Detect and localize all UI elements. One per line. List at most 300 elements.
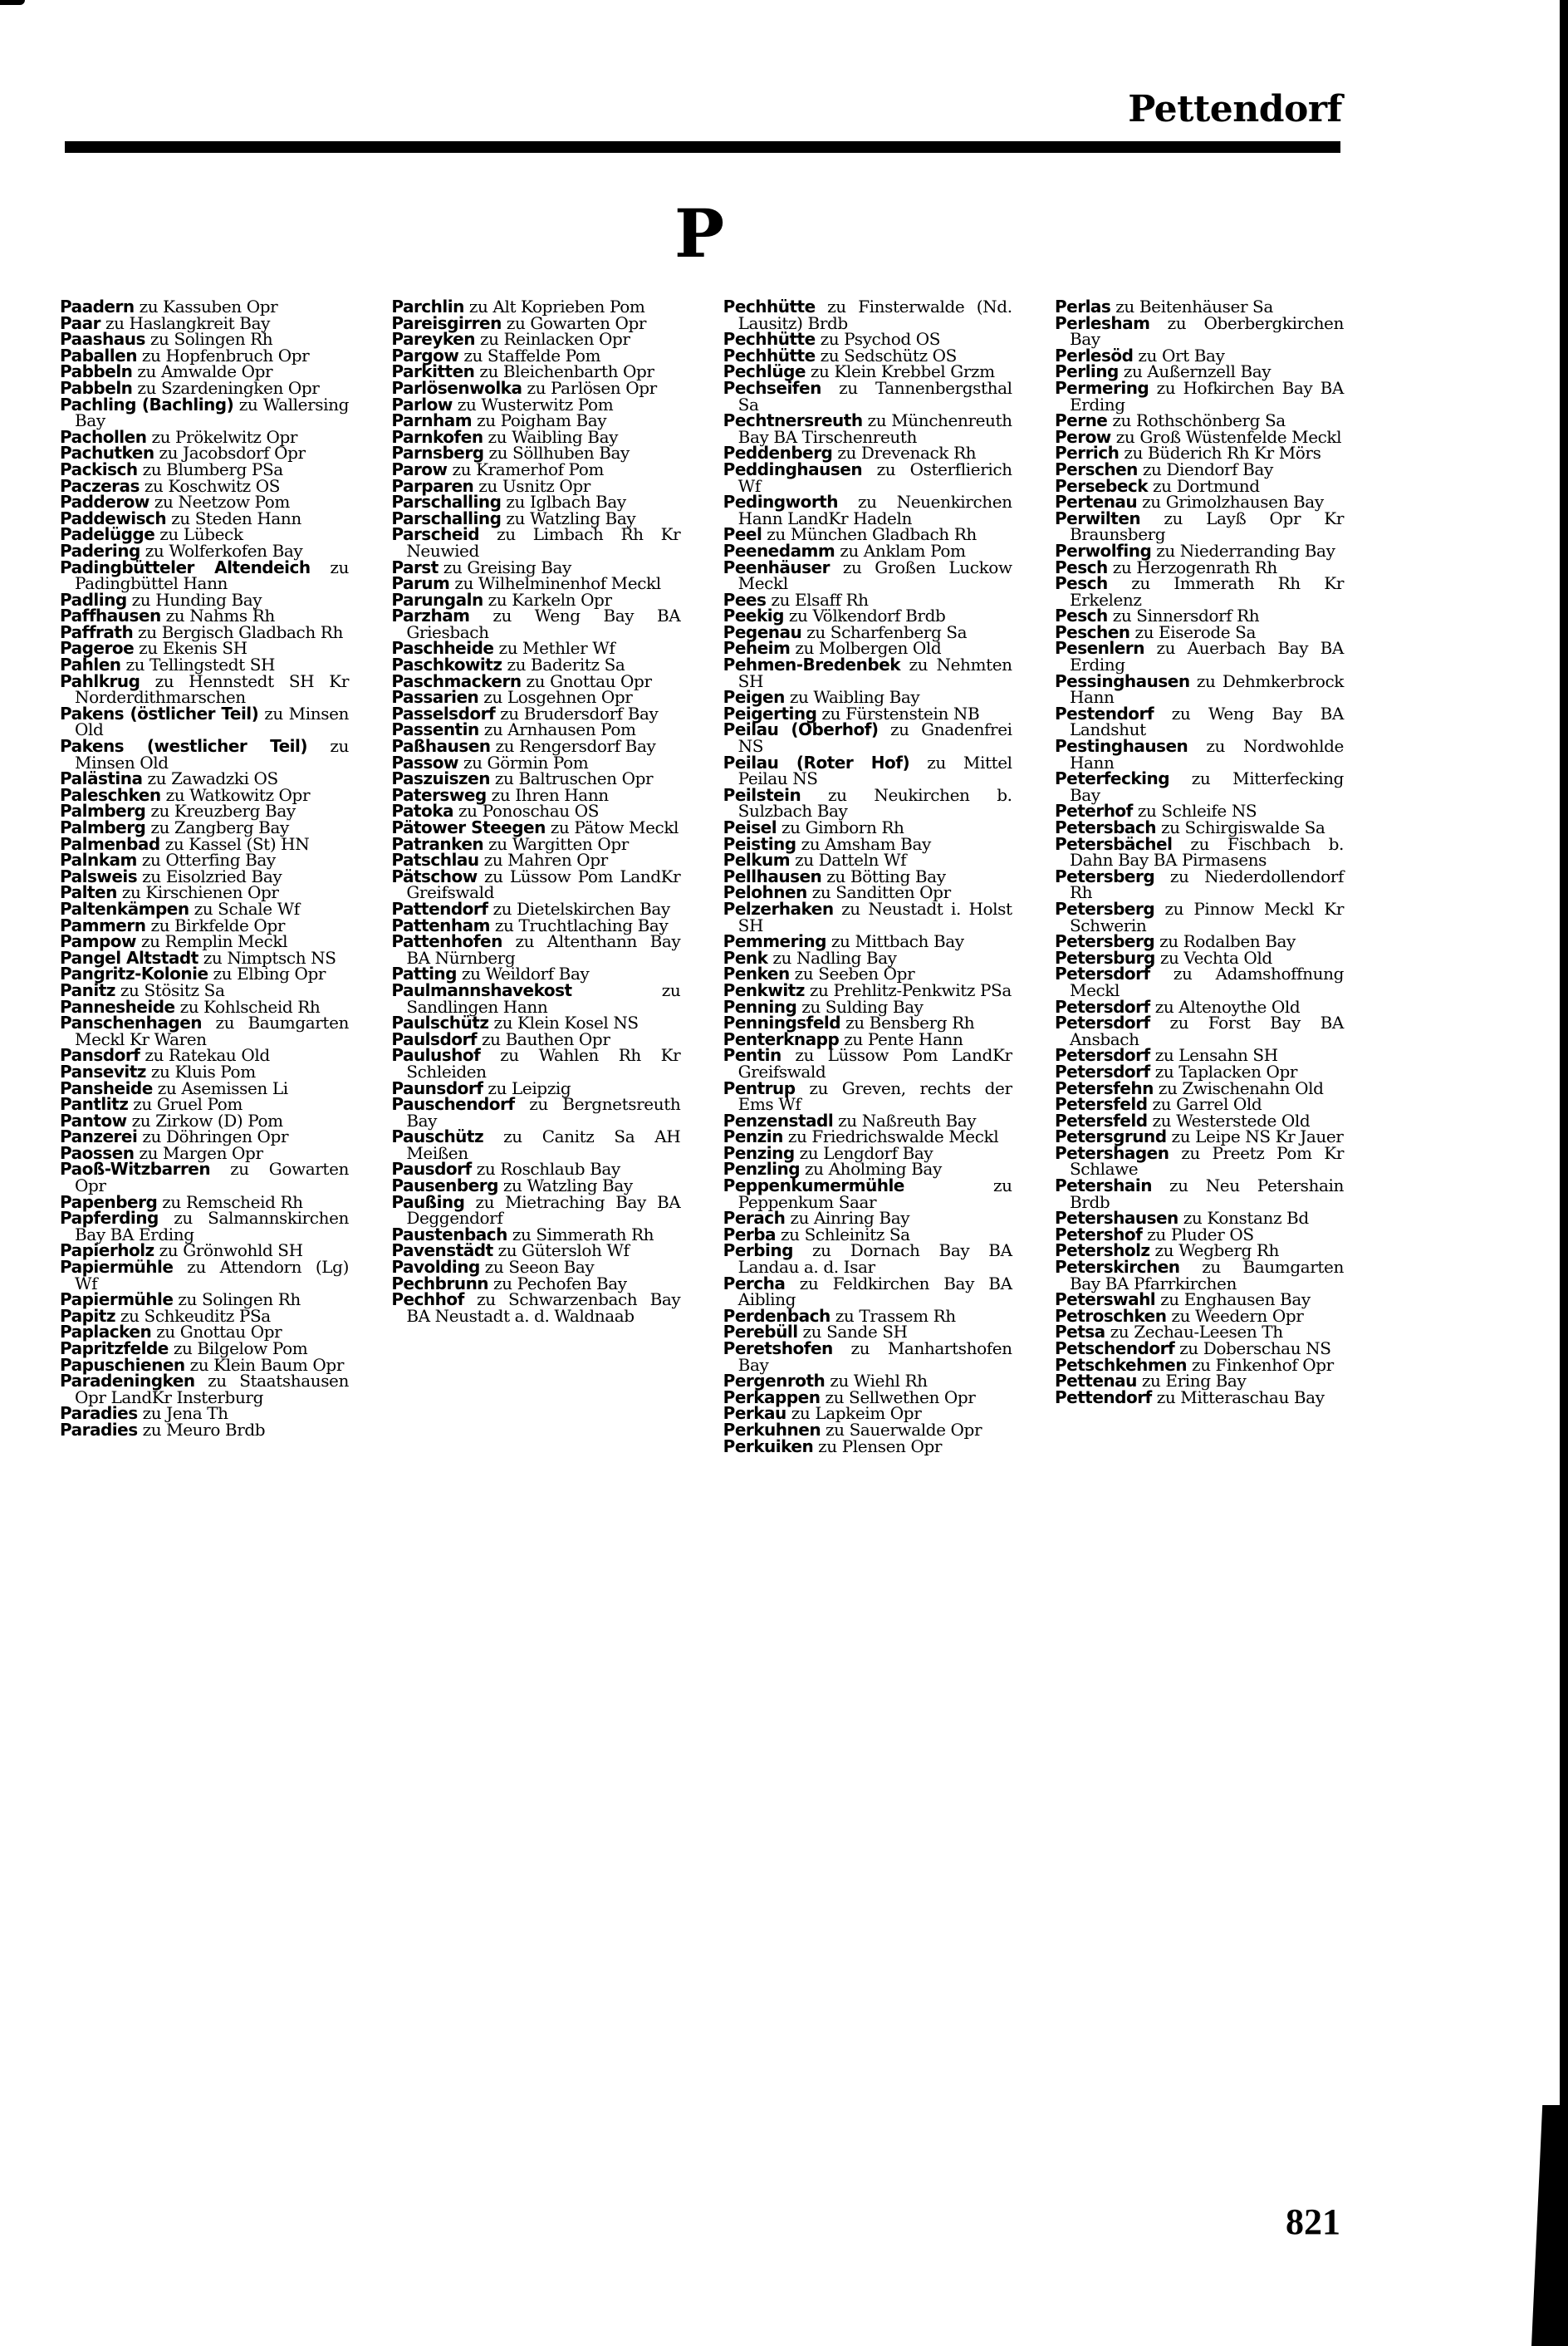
entry-location: zu Bensberg Rh — [845, 1013, 975, 1033]
entry-location: zu Auerbach Bay BA Erding — [1069, 638, 1344, 675]
entry-location: zu Iglbach Bay — [506, 492, 626, 513]
entry-location: zu Greising Bay — [443, 557, 571, 577]
entry-location: zu Grimolzhausen Bay — [1142, 492, 1324, 513]
entry-location: zu Dornach Bay BA Landau a. d. Isar — [737, 1240, 1012, 1278]
entry-location: zu Hofkirchen Bay BA Erding — [1069, 377, 1344, 415]
entry-location: zu Gnottau Opr — [156, 1322, 282, 1342]
gazetteer-entry — [60, 1210, 349, 1243]
entry-headword: Perlesham — [1054, 312, 1150, 333]
entry-location: zu Drevenack Rh — [837, 443, 977, 464]
entry-headword: Perebüll — [723, 1322, 798, 1342]
entry-location: zu Remscheid Rh — [162, 1191, 303, 1212]
entry-headword: Papferding — [60, 1208, 159, 1229]
gazetteer-columns — [60, 299, 1344, 1455]
entry-location: zu Gnadenfrei NS — [737, 719, 1012, 757]
entry-headword: Passelsdorf — [391, 703, 496, 724]
entry-headword: Petsa — [1054, 1322, 1105, 1342]
entry-location: zu Mittbach Bay — [831, 931, 964, 952]
gazetteer-entry — [1055, 1015, 1344, 1048]
entry-headword: Pakens (westlicher Teil) — [60, 736, 308, 757]
entry-headword: Pechhütte — [723, 345, 816, 366]
entry-headword: Perrich — [1054, 443, 1120, 464]
entry-location: zu Layß Opr Kr Braunsberg — [1069, 508, 1344, 545]
entry-headword: Paffhausen — [60, 606, 161, 626]
entry-headword: Pampow — [60, 931, 136, 952]
entry-headword: Petersdorf — [1054, 1045, 1150, 1066]
gazetteer-entry — [60, 394, 349, 431]
entry-headword: Paradies — [60, 1419, 138, 1440]
entry-location: zu Datteln Wf — [795, 850, 907, 871]
entry-location: zu Peppenkum Saar — [737, 1175, 1012, 1212]
entry-headword: Petersdorf — [1054, 964, 1150, 984]
entry-location: zu Szardeningken Opr — [137, 377, 320, 398]
entry-location: zu Gnottau Opr — [526, 670, 652, 691]
entry-headword: Pachollen — [60, 426, 147, 447]
entry-location: zu Nordwohlde Hann — [1069, 736, 1344, 773]
entry-headword: Peenhäuser — [723, 557, 830, 577]
entry-headword: Penzling — [723, 1159, 801, 1180]
entry-location: zu Watzling Bay — [502, 1175, 633, 1196]
entry-headword: Peterskirchen — [1054, 1257, 1180, 1278]
entry-location: zu Enghausen Bay — [1160, 1289, 1311, 1310]
entry-location: zu Usnitz Opr — [478, 475, 590, 496]
entry-headword: Pechtnersreuth — [723, 410, 863, 431]
entry-headword: Pessinghausen — [1054, 670, 1190, 691]
entry-headword: Pechbrunn — [391, 1273, 489, 1293]
entry-location: zu Sanditten Opr — [811, 882, 951, 903]
gazetteer-entry — [391, 1045, 681, 1082]
entry-headword: Pattenham — [391, 915, 490, 935]
entry-location: zu Söllhuben Bay — [488, 443, 630, 464]
entry-headword: Palästina — [60, 768, 143, 789]
entry-headword: Pehmen-Bredenbek — [723, 655, 901, 675]
entry-headword: Peigen — [723, 687, 785, 708]
entry-location: zu Stösitz Sa — [120, 979, 225, 1000]
entry-location: zu Döhringen Opr — [142, 1126, 289, 1147]
entry-location: zu Minsen Old — [75, 703, 350, 740]
entry-location: zu Sandlingen Hann — [406, 979, 681, 1017]
entry-location: zu Amwalde Opr — [137, 361, 273, 382]
entry-headword: Paddewisch — [60, 508, 167, 528]
entry-location: zu Prehlitz-Penkwitz PSa — [809, 979, 1012, 1000]
entry-headword: Papitz — [60, 1305, 115, 1326]
entry-headword: Padderow — [60, 492, 149, 513]
header-rule — [65, 141, 1340, 153]
gazetteer-entry — [723, 784, 1012, 822]
entry-headword: Peppenkumermühle — [723, 1175, 904, 1196]
entry-location: zu Schkeuditz PSa — [120, 1305, 271, 1326]
entry-headword: Paoß-Witzbarren — [60, 1159, 211, 1180]
gazetteer-entry — [1054, 312, 1344, 350]
entry-headword: Palmberg — [60, 801, 146, 822]
entry-headword: Padingbütteler Altendeich — [60, 557, 311, 577]
entry-headword: Palmenbad — [60, 833, 160, 854]
entry-headword: Palmberg — [60, 817, 146, 837]
entry-headword: Pellhausen — [723, 866, 822, 886]
gazetteer-entry — [723, 752, 1012, 789]
entry-headword: Petersgrund — [1054, 1126, 1167, 1147]
entry-headword: Paßhausen — [391, 736, 491, 757]
entry-location: zu Birkfelde Opr — [150, 915, 285, 935]
entry-location: zu München Gladbach Rh — [767, 524, 977, 545]
entry-location: zu Limbach Rh Kr Neuwied — [406, 524, 681, 561]
gazetteer-entry — [1054, 768, 1344, 805]
gazetteer-entry — [391, 1126, 681, 1163]
entry-headword: Pestinghausen — [1054, 736, 1188, 757]
entry-headword: Pansevitz — [60, 1061, 146, 1082]
entry-headword: Paffrath — [60, 621, 134, 642]
gazetteer-entry — [391, 608, 680, 640]
entry-headword: Penk — [723, 947, 768, 968]
entry-headword: Parow — [391, 459, 448, 479]
entry-headword: Petersfeld — [1054, 1094, 1148, 1115]
entry-headword: Petersholz — [1054, 1240, 1150, 1261]
entry-headword: Pätschow — [391, 866, 478, 886]
entry-location: zu Altenthann Bay BA Nürnberg — [406, 931, 681, 968]
entry-location: zu Parlösen Opr — [527, 377, 657, 398]
entry-location: zu Kohlscheid Rh — [179, 996, 321, 1017]
entry-headword: Petersberg — [1054, 898, 1155, 919]
entry-location: zu Remplin Meckl — [140, 931, 288, 952]
entry-headword: Pestendorf — [1054, 703, 1154, 724]
entry-headword: Patersweg — [391, 784, 487, 805]
entry-headword: Paballen — [60, 345, 137, 366]
entry-headword: Perkau — [723, 1403, 786, 1424]
entry-headword: Paszuiszen — [391, 768, 490, 789]
entry-location: zu Zirkow (D) Pom — [131, 1110, 283, 1131]
entry-location: zu Osterflierich Wf — [737, 459, 1012, 496]
entry-location: zu Zwischenahn Old — [1158, 1077, 1324, 1098]
entry-headword: Patschlau — [391, 850, 479, 871]
entry-headword: Pettendorf — [1054, 1386, 1152, 1407]
entry-headword: Palten — [60, 882, 117, 903]
entry-location: zu Grönwohld SH — [159, 1240, 303, 1261]
entry-headword: Papiermühle — [60, 1289, 174, 1310]
entry-headword: Petersberg — [1054, 931, 1155, 952]
entry-location: zu Bauthen Opr — [482, 1028, 610, 1049]
entry-location: zu Hunding Bay — [131, 589, 262, 610]
gazetteer-entry — [723, 1240, 1012, 1278]
entry-location: zu Mitterfecking Bay — [1069, 768, 1344, 805]
entry-location: zu Plensen Opr — [818, 1436, 943, 1456]
entry-location: zu Lübeck — [159, 524, 243, 545]
entry-location: zu Kramerhof Pom — [452, 459, 604, 479]
entry-location: zu Sulding Bay — [801, 996, 924, 1017]
entry-headword: Pattenhofen — [391, 931, 502, 952]
entry-headword: Petersdorf — [1054, 1013, 1150, 1033]
entry-headword: Petroschken — [1054, 1305, 1167, 1326]
entry-headword: Papenberg — [60, 1191, 158, 1212]
entry-location: zu Ainring Bay — [790, 1208, 910, 1229]
entry-headword: Petershagen — [1054, 1142, 1169, 1163]
entry-headword: Pabbeln — [60, 377, 133, 398]
entry-headword: Pentin — [723, 1045, 782, 1066]
entry-location: zu Forst Bay BA Ansbach — [1069, 1013, 1344, 1049]
entry-headword: Parzham — [391, 606, 470, 626]
entry-headword: Peddinghausen — [723, 459, 863, 479]
entry-location: zu Lüssow Pom LandKr Greifswald — [406, 866, 681, 903]
entry-headword: Pavenstädt — [391, 1240, 493, 1261]
entry-headword: Pavolding — [391, 1257, 480, 1278]
gazetteer-entry — [391, 1094, 681, 1131]
entry-headword: Paschkowitz — [391, 655, 502, 675]
entry-location: zu Nahms Rh — [165, 606, 275, 626]
entry-location: zu Eiserode Sa — [1134, 621, 1256, 642]
entry-headword: Paadern — [60, 297, 135, 317]
entry-headword: Paradies — [60, 1403, 138, 1424]
gazetteer-entry — [723, 1338, 1012, 1375]
entry-location: zu Altenoythe Old — [1154, 996, 1301, 1017]
entry-location: zu Weedern Opr — [1171, 1305, 1304, 1326]
gazetteer-entry — [1055, 1259, 1344, 1292]
gazetteer-entry — [723, 459, 1012, 496]
entry-headword: Peterfecking — [1054, 768, 1170, 789]
entry-location: zu Ekenis SH — [139, 638, 247, 659]
page-edge-shadow-bottom-right — [1531, 2105, 1568, 2346]
gazetteer-entry — [391, 866, 681, 903]
entry-headword: Panzerei — [60, 1126, 138, 1147]
entry-headword: Parchlin — [391, 297, 464, 317]
entry-location: zu Sauerwalde Opr — [826, 1419, 982, 1440]
entry-location: zu Wargitten Opr — [488, 833, 629, 854]
gazetteer-entry — [723, 557, 1012, 594]
entry-location: zu Schale Wf — [194, 898, 300, 919]
entry-location: zu Prökelwitz Opr — [151, 426, 298, 447]
entry-location: zu Wegberg Rh — [1154, 1240, 1279, 1261]
entry-location: zu Waibling Bay — [789, 687, 920, 708]
entry-location: zu Mietraching Bay BA Deggendorf — [406, 1191, 681, 1229]
entry-headword: Paußing — [391, 1191, 465, 1212]
entry-headword: Parschalling — [391, 492, 502, 513]
entry-location: zu Ering Bay — [1141, 1371, 1247, 1391]
entry-headword: Panschenhagen — [60, 1013, 203, 1033]
entry-headword: Papuschienen — [60, 1354, 185, 1375]
entry-headword: Perba — [723, 1224, 777, 1244]
entry-headword: Perlas — [1054, 297, 1111, 317]
entry-headword: Paashaus — [60, 329, 145, 350]
entry-location: zu Attendorn (Lg) Wf — [75, 1257, 349, 1293]
entry-location: zu Hennstedt SH Kr Norderdithmarschen — [75, 670, 349, 708]
entry-headword: Pansdorf — [60, 1045, 140, 1066]
entry-headword: Persebeck — [1054, 475, 1149, 496]
entry-location: zu Blumberg PSa — [142, 459, 283, 479]
entry-headword: Petershof — [1054, 1224, 1143, 1244]
entry-location: zu Neuenkirchen Hann LandKr Hadeln — [737, 492, 1012, 528]
entry-headword: Paradeningken — [60, 1371, 195, 1391]
entry-location: zu Watzling Bay — [506, 508, 636, 528]
entry-location: zu Wahlen Rh Kr Schleiden — [406, 1045, 681, 1082]
entry-location: zu Gowarten Opr — [506, 312, 647, 333]
entry-headword: Peheim — [723, 638, 791, 659]
entry-location: zu Baderitz Sa — [507, 655, 625, 675]
entry-location: zu Koschwitz OS — [144, 475, 281, 496]
entry-headword: Pauschendorf — [391, 1094, 515, 1115]
entry-headword: Pätower Steegen — [391, 817, 546, 837]
entry-location: zu Westerstede Old — [1152, 1110, 1311, 1131]
entry-headword: Pegenau — [723, 621, 802, 642]
entry-location: zu Staatshausen Opr LandKr Insterburg — [75, 1371, 349, 1407]
entry-location: zu Anklam Pom — [840, 540, 966, 561]
entry-location: zu Wallersing Bay — [75, 394, 349, 431]
entry-location: zu Beitenhäuser Sa — [1115, 297, 1273, 317]
entry-location: zu Wolferkofen Bay — [145, 540, 303, 561]
entry-headword: Pargow — [391, 345, 459, 366]
entry-headword: Pansheide — [60, 1077, 153, 1098]
entry-headword: Pabbeln — [60, 361, 133, 382]
entry-headword: Peterhof — [1054, 801, 1133, 822]
entry-location: zu Padingbüttel Hann — [75, 557, 349, 594]
entry-headword: Peekig — [723, 606, 784, 626]
gazetteer-entry — [723, 719, 1012, 757]
entry-headword: Percha — [723, 1273, 786, 1293]
entry-location: zu Völkendorf Brdb — [788, 606, 946, 626]
gazetteer-entry — [723, 898, 1012, 935]
gazetteer-entry — [1054, 377, 1344, 415]
entry-headword: Pesch — [1054, 557, 1108, 577]
entry-headword: Perdenbach — [723, 1305, 831, 1326]
entry-location: zu Ratekau Old — [145, 1045, 270, 1066]
entry-location: zu Adamshoffnung Meckl — [1069, 964, 1344, 1000]
entry-headword: Pentrup — [723, 1077, 796, 1098]
entry-location: zu Gowarten Opr — [75, 1159, 349, 1196]
entry-headword: Passarien — [391, 687, 479, 708]
entry-headword: Permering — [1054, 377, 1149, 398]
gazetteer-entry — [60, 1259, 349, 1292]
entry-location: zu Gütersloh Wf — [497, 1240, 630, 1261]
entry-location: zu Leipzig — [488, 1077, 571, 1098]
entry-headword: Penning — [723, 996, 797, 1017]
entry-headword: Petschendorf — [1054, 1338, 1175, 1358]
entry-location: zu Neustadt i. Holst SH — [737, 898, 1012, 935]
entry-headword: Petersfeld — [1054, 1110, 1148, 1131]
entry-headword: Pesch — [1054, 606, 1108, 626]
entry-location: zu Meuro Brdb — [142, 1419, 266, 1440]
entry-location: zu Baltruschen Opr — [494, 768, 654, 789]
entry-headword: Pareisgirren — [391, 312, 502, 333]
entry-location: zu Weildorf Bay — [461, 964, 590, 984]
entry-location: zu Asemissen Li — [157, 1077, 288, 1098]
gazetteer-entry — [1054, 1175, 1344, 1212]
entry-location: zu Kirschienen Opr — [121, 882, 279, 903]
entry-headword: Pelohnen — [723, 882, 807, 903]
entry-headword: Parnham — [391, 410, 473, 431]
entry-location: zu Pluder OS — [1147, 1224, 1254, 1244]
entry-location: zu Sinnersdorf Rh — [1112, 606, 1260, 626]
entry-location: zu Rodalben Bay — [1159, 931, 1296, 952]
gazetteer-entry — [723, 494, 1012, 527]
entry-headword: Perschen — [1054, 459, 1138, 479]
entry-location: zu Klein Krebbel Grzm — [810, 361, 995, 382]
entry-headword: Petersberg — [1054, 866, 1155, 886]
entry-headword: Peddenberg — [723, 443, 833, 464]
page-edge-shadow-right — [1560, 0, 1568, 2346]
entry-headword: Parnsberg — [391, 443, 484, 464]
entry-headword: Paunsdorf — [391, 1077, 483, 1098]
gazetteer-entry — [60, 557, 349, 594]
entry-headword: Paulushof — [391, 1045, 481, 1066]
entry-headword: Paleschken — [60, 784, 161, 805]
entry-location: zu Klein Kosel NS — [493, 1013, 639, 1033]
entry-location: zu Weng Bay BA Landshut — [1069, 703, 1344, 740]
entry-headword: Peilau (Roter Hof) — [723, 752, 910, 773]
entry-location: zu Waibling Bay — [488, 426, 619, 447]
entry-headword: Pertenau — [1054, 492, 1138, 513]
entry-location: zu Taplacken Opr — [1154, 1061, 1298, 1082]
entry-location: zu Sande SH — [802, 1322, 908, 1342]
gazetteer-entry — [1055, 966, 1344, 999]
entry-location: zu Münchenreuth Bay BA Tirschenreuth — [737, 410, 1012, 447]
gazetteer-entry — [723, 299, 1012, 331]
gazetteer-entry — [723, 1273, 1012, 1310]
entry-location: zu Immerath Rh Kr Erkelenz — [1069, 573, 1344, 610]
entry-headword: Perach — [723, 1208, 786, 1229]
gazetteer-entry — [1054, 573, 1344, 610]
entry-location: zu Vechta Old — [1159, 947, 1272, 968]
entry-location: zu Kluis Pom — [150, 1061, 256, 1082]
entry-headword: Peisting — [723, 833, 796, 854]
section-letter: P — [674, 194, 725, 272]
entry-location: zu Finsterwalde (Nd. Lausitz) Brdb — [737, 297, 1012, 333]
entry-headword: Petersburg — [1054, 947, 1155, 968]
entry-headword: Parungaln — [391, 589, 483, 610]
entry-headword: Padering — [60, 540, 140, 561]
gazetteer-entry — [60, 1161, 349, 1194]
entry-headword: Petershain — [1054, 1175, 1152, 1196]
entry-headword: Pauschütz — [391, 1126, 484, 1147]
gazetteer-entry — [391, 1191, 681, 1229]
entry-location: zu Zangberg Bay — [150, 817, 289, 837]
entry-headword: Paar — [60, 312, 100, 333]
entry-location: zu Bergisch Gladbach Rh — [138, 621, 343, 642]
entry-location: zu Losgehnen Opr — [483, 687, 633, 708]
page-edge-shadow-top-left — [0, 0, 25, 5]
entry-headword: Parst — [391, 557, 439, 577]
entry-location: zu Scharfenberg Sa — [806, 621, 968, 642]
entry-headword: Papierholz — [60, 1240, 154, 1261]
entry-location: zu Görmin Pom — [463, 752, 589, 773]
entry-location: zu Friedrichswalde Meckl — [787, 1126, 999, 1147]
entry-location: zu Truchtlaching Bay — [494, 915, 669, 935]
column-3 — [723, 299, 1012, 1455]
entry-headword: Petschkehmen — [1054, 1354, 1187, 1375]
column-2 — [391, 299, 680, 1455]
entry-location: zu Salmannskirchen Bay BA Erding — [75, 1208, 349, 1244]
entry-location: zu Seeben Opr — [794, 964, 915, 984]
entry-location: zu Preetz Pom Kr Schlawe — [1069, 1142, 1344, 1180]
entry-location: zu Nimptsch NS — [203, 947, 336, 968]
entry-location: zu Haslangkreit Bay — [105, 312, 270, 333]
entry-headword: Passow — [391, 752, 458, 773]
entry-location: zu Gimborn Rh — [782, 817, 904, 837]
entry-headword: Padelügge — [60, 524, 155, 545]
entry-location: zu Neu Petershain Brdb — [1069, 1175, 1344, 1212]
entry-headword: Pelzerhaken — [723, 898, 834, 919]
entry-headword: Penningsfeld — [723, 1013, 841, 1033]
entry-location: zu Wilhelminenhof Meckl — [454, 573, 661, 594]
entry-location: zu Arnhausen Pom — [483, 719, 636, 740]
entry-headword: Pechhof — [391, 1289, 464, 1310]
entry-location: zu Dortmund — [1153, 475, 1260, 496]
entry-location: zu Tellingstedt SH — [125, 655, 276, 675]
entry-headword: Panitz — [60, 979, 115, 1000]
entry-headword: Pedingworth — [723, 492, 838, 513]
entry-headword: Parkitten — [391, 361, 475, 382]
entry-headword: Pechseifen — [723, 377, 821, 398]
gazetteer-entry — [60, 703, 350, 740]
entry-location: zu Elsaff Rh — [771, 589, 869, 610]
entry-headword: Papritzfelde — [60, 1338, 169, 1358]
entry-location: zu Seeon Bay — [484, 1257, 595, 1278]
